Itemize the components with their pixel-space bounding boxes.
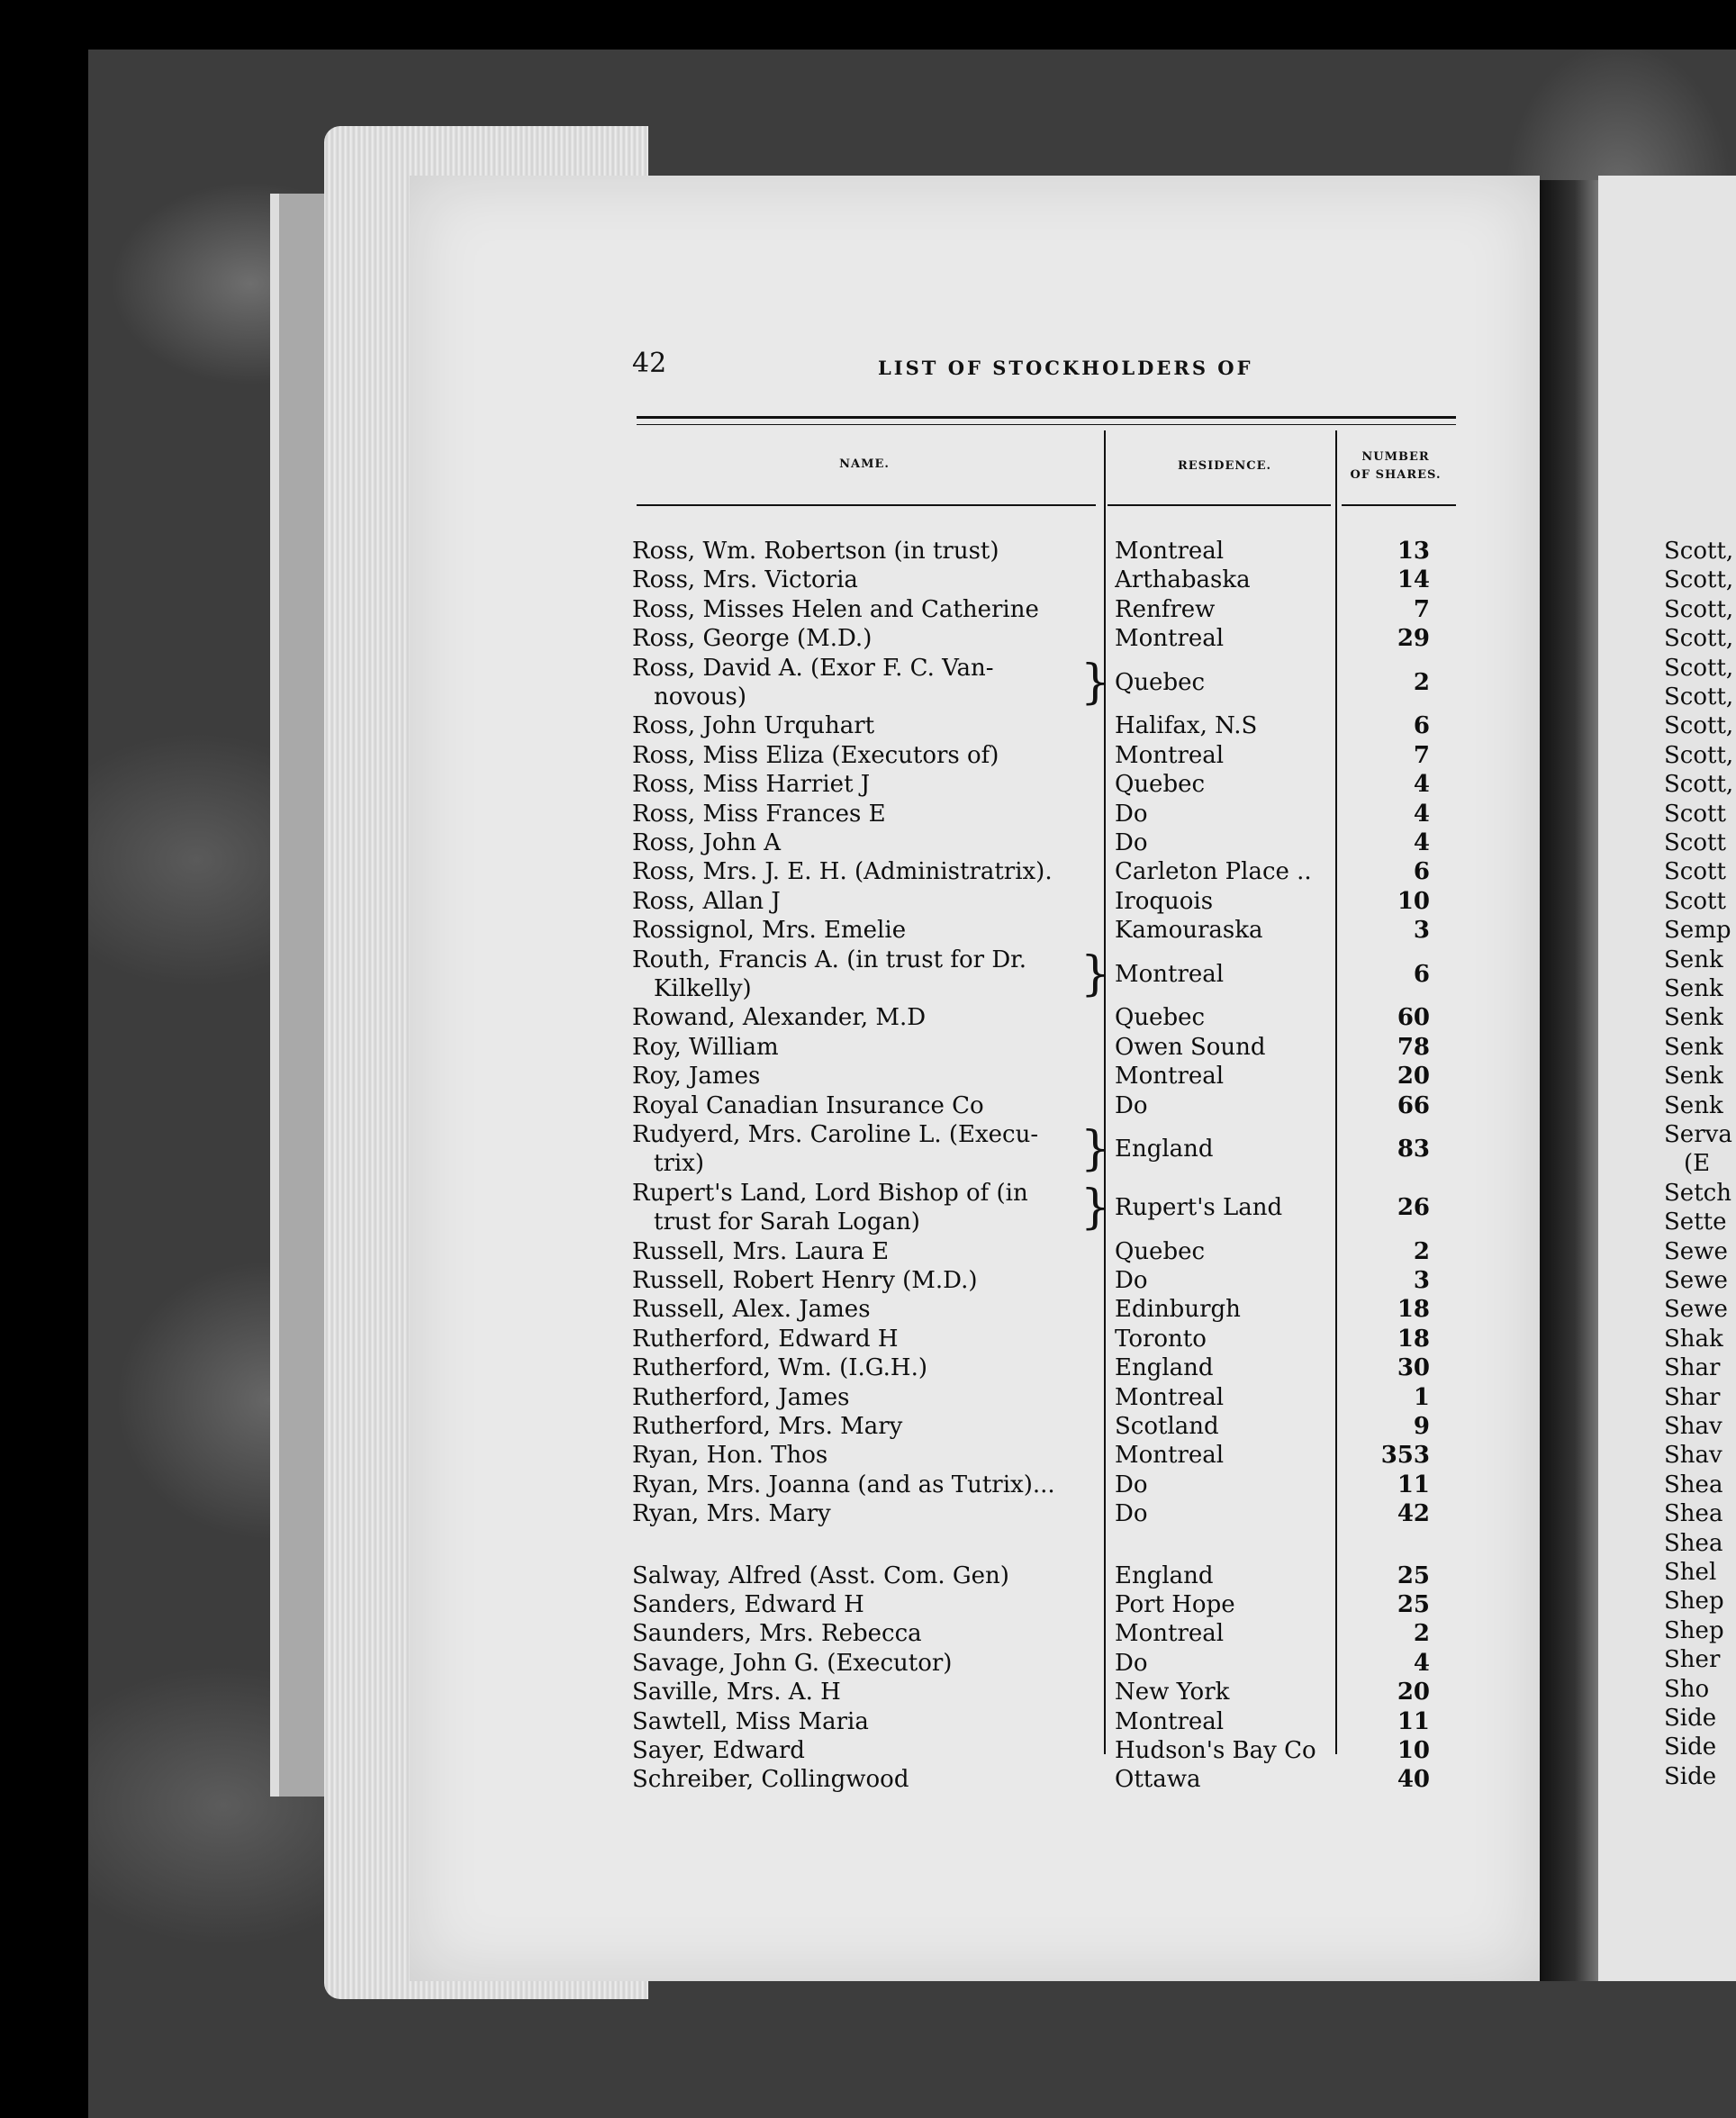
- stockholder-shares: 18: [1397, 1296, 1430, 1324]
- stockholder-shares: 30: [1397, 1354, 1430, 1382]
- facing-page-name: Shea: [1664, 1529, 1723, 1557]
- stockholder-residence: Carleton Place ..: [1115, 858, 1312, 886]
- facing-page-name: Serva: [1664, 1121, 1732, 1148]
- stockholder-residence: England: [1115, 1354, 1214, 1382]
- facing-page-name: (E: [1684, 1150, 1711, 1178]
- column-header-shares-2: OF SHARES.: [1350, 468, 1442, 482]
- facing-page-name: Setch: [1664, 1179, 1731, 1207]
- stockholder-residence: Quebec: [1115, 668, 1206, 696]
- stockholder-residence: Do: [1115, 829, 1148, 856]
- facing-page-name: Shel: [1664, 1559, 1717, 1586]
- stockholder-shares: 353: [1380, 1442, 1430, 1470]
- stockholder-shares: 10: [1397, 887, 1430, 915]
- facing-page-name: Side: [1664, 1733, 1717, 1761]
- facing-page-name: Senk: [1664, 946, 1723, 973]
- header-rule-name: [637, 504, 1096, 506]
- stockholder-name: Routh, Francis A. (in trust for Dr.: [632, 946, 1027, 973]
- stockholder-residence: Do: [1115, 1500, 1148, 1528]
- facing-page-name: Semp: [1664, 917, 1731, 945]
- stockholder-residence: Do: [1115, 1649, 1148, 1677]
- stockholder-name-continued: novous): [654, 683, 746, 711]
- facing-page-name: Scott: [1664, 858, 1726, 886]
- stockholder-residence: Hudson's Bay Co: [1115, 1737, 1316, 1764]
- stockholder-shares: 1: [1413, 1383, 1430, 1411]
- facing-page-name: Senk: [1664, 1063, 1723, 1091]
- stockholder-residence: Montreal: [1115, 625, 1225, 653]
- stockholder-name: Ryan, Mrs. Mary: [632, 1500, 831, 1528]
- stockholder-residence: Montreal: [1115, 1442, 1225, 1470]
- stockholder-shares: 20: [1397, 1679, 1430, 1706]
- stockholder-residence: Edinburgh: [1115, 1296, 1241, 1324]
- stockholder-name: Russell, Robert Henry (M.D.): [632, 1267, 978, 1294]
- stockholder-residence: Port Hope: [1115, 1591, 1235, 1618]
- stockholder-name: Rossignol, Mrs. Emelie: [632, 917, 907, 945]
- stockholder-name: Ross, George (M.D.): [632, 625, 873, 653]
- column-header-shares-1: NUMBER: [1361, 450, 1430, 464]
- stockholder-name: Ross, Miss Harriet J: [632, 771, 871, 799]
- brace-mark: }: [1080, 1122, 1111, 1176]
- facing-page-name: Senk: [1664, 1091, 1723, 1119]
- stockholder-name: Rupert's Land, Lord Bishop of (in: [632, 1179, 1028, 1207]
- facing-page-name: Shep: [1664, 1588, 1724, 1616]
- facing-page-name: Scott,: [1664, 683, 1734, 711]
- stockholder-shares: 11: [1397, 1471, 1430, 1498]
- book-gutter: [1540, 180, 1598, 1981]
- page-title: LIST OF STOCKHOLDERS OF: [878, 357, 1253, 379]
- facing-page-name: Senk: [1664, 975, 1723, 1002]
- stockholder-shares: 13: [1397, 538, 1430, 565]
- stockholder-name: Ross, David A. (Exor F. C. Van-: [632, 654, 994, 682]
- facing-page-name: Shav: [1664, 1442, 1722, 1470]
- facing-page-name: Scott,: [1664, 654, 1734, 682]
- stockholder-shares: 6: [1413, 960, 1430, 988]
- facing-page-name: Shav: [1664, 1413, 1722, 1440]
- stockholder-name-continued: trust for Sarah Logan): [654, 1208, 920, 1236]
- stockholder-shares: 60: [1397, 1004, 1430, 1032]
- header-rule-residence: [1108, 504, 1331, 506]
- stockholder-shares: 14: [1397, 566, 1430, 594]
- stockholder-residence: Kamouraska: [1115, 917, 1263, 945]
- brace-mark: }: [1080, 1180, 1111, 1235]
- stockholder-residence: Iroquois: [1115, 887, 1214, 915]
- stockholder-name: Rutherford, Mrs. Mary: [632, 1413, 903, 1440]
- stockholder-name: Rudyerd, Mrs. Caroline L. (Execu-: [632, 1121, 1039, 1148]
- stockholder-residence: Quebec: [1115, 1237, 1206, 1265]
- stockholder-shares: 4: [1413, 829, 1430, 856]
- facing-page-name: Shea: [1664, 1471, 1723, 1498]
- stockholder-name: Sawtell, Miss Maria: [632, 1707, 869, 1735]
- facing-page-name: Sewe: [1664, 1296, 1728, 1324]
- facing-page-name: Scott,: [1664, 538, 1734, 565]
- stockholder-shares: 11: [1397, 1707, 1430, 1735]
- stockholder-shares: 2: [1413, 668, 1430, 696]
- facing-page-name: Sette: [1664, 1208, 1727, 1236]
- facing-page-name: Sewe: [1664, 1267, 1728, 1294]
- stockholder-name: Ross, John Urquhart: [632, 712, 875, 740]
- stockholder-shares: 6: [1413, 858, 1430, 886]
- stockholder-residence: Montreal: [1115, 538, 1225, 565]
- facing-page-name: Shar: [1664, 1383, 1721, 1411]
- stockholder-name: Ross, Wm. Robertson (in trust): [632, 538, 999, 565]
- stockholder-name: Sayer, Edward: [632, 1737, 805, 1764]
- facing-page-name: Scott: [1664, 800, 1726, 828]
- stockholder-shares: 83: [1397, 1136, 1430, 1163]
- facing-page-name: Scott,: [1664, 771, 1734, 799]
- stockholder-name: Ryan, Hon. Thos: [632, 1442, 828, 1470]
- stockholder-residence: Halifax, N.S: [1115, 712, 1258, 740]
- stockholder-name: Ryan, Mrs. Joanna (and as Tutrix)...: [632, 1471, 1055, 1498]
- stockholder-residence: Arthabaska: [1115, 566, 1251, 594]
- facing-page-name: Senk: [1664, 1033, 1723, 1061]
- stockholder-name: Rutherford, James: [632, 1383, 850, 1411]
- stockholder-shares: 20: [1397, 1063, 1430, 1091]
- facing-page-name: Scott,: [1664, 712, 1734, 740]
- column-divider-2: [1335, 430, 1337, 1754]
- column-divider-1: [1104, 430, 1106, 1754]
- stockholder-shares: 9: [1413, 1413, 1430, 1440]
- facing-page-name: Scott,: [1664, 566, 1734, 594]
- facing-page-name: Side: [1664, 1705, 1717, 1732]
- stockholder-residence: Montreal: [1115, 1063, 1225, 1091]
- stockholder-residence: Toronto: [1115, 1325, 1207, 1353]
- stockholder-residence: Do: [1115, 1091, 1148, 1119]
- stockholder-name: Rowand, Alexander, M.D: [632, 1004, 927, 1032]
- stockholder-residence: Montreal: [1115, 1383, 1225, 1411]
- stockholder-shares: 6: [1413, 712, 1430, 740]
- stockholder-name: Ross, John A: [632, 829, 782, 856]
- stockholder-name: Savage, John G. (Executor): [632, 1649, 953, 1677]
- stockholder-name-continued: trix): [654, 1150, 704, 1177]
- facing-page-name: Scott: [1664, 829, 1726, 856]
- stockholder-name: Rutherford, Edward H: [632, 1325, 899, 1353]
- stockholder-shares: 10: [1397, 1737, 1430, 1764]
- brace-mark: }: [1080, 946, 1111, 1001]
- stockholder-name: Ross, Miss Frances E: [632, 800, 886, 828]
- stockholder-residence: England: [1115, 1136, 1214, 1163]
- facing-page-name: Scott,: [1664, 625, 1734, 653]
- stockholder-name: Sanders, Edward H: [632, 1591, 864, 1618]
- stockholder-name: Ross, Mrs. Victoria: [632, 566, 858, 594]
- stockholder-shares: 40: [1397, 1766, 1430, 1794]
- facing-page-name: Senk: [1664, 1004, 1723, 1032]
- stockholder-residence: Montreal: [1115, 1620, 1225, 1648]
- stockholder-shares: 66: [1397, 1091, 1430, 1119]
- stockholder-shares: 42: [1397, 1500, 1430, 1528]
- column-header-name: NAME.: [839, 457, 890, 471]
- stockholder-residence: Do: [1115, 800, 1148, 828]
- stockholder-shares: 2: [1413, 1620, 1430, 1648]
- stockholder-name: Roy, James: [632, 1063, 761, 1091]
- header-rule-shares: [1342, 504, 1456, 506]
- stockholder-name: Schreiber, Collingwood: [632, 1766, 909, 1794]
- stockholder-shares: 29: [1397, 625, 1430, 653]
- stockholder-shares: 78: [1397, 1033, 1430, 1061]
- stockholder-shares: 25: [1397, 1561, 1430, 1589]
- stockholder-name: Roy, William: [632, 1033, 779, 1061]
- stockholder-shares: 7: [1413, 595, 1430, 623]
- stockholder-shares: 4: [1413, 800, 1430, 828]
- stockholder-residence: Rupert's Land: [1115, 1193, 1283, 1221]
- facing-page-name: Scott: [1664, 887, 1726, 915]
- stockholder-name-continued: Kilkelly): [654, 974, 752, 1002]
- stockholder-name: Ross, Allan J: [632, 887, 781, 915]
- stockholder-residence: Owen Sound: [1115, 1033, 1266, 1061]
- facing-page-name: Side: [1664, 1762, 1717, 1790]
- page-number: 42: [632, 348, 667, 379]
- facing-page-name: Scott,: [1664, 741, 1734, 769]
- top-rule: [637, 416, 1456, 419]
- stockholder-name: Ross, Mrs. J. E. H. (Administratrix).: [632, 858, 1053, 886]
- stockholder-name: Saville, Mrs. A. H: [632, 1679, 841, 1706]
- stockholder-residence: Do: [1115, 1267, 1148, 1294]
- stockholder-shares: 3: [1413, 1267, 1430, 1294]
- stockholder-residence: Montreal: [1115, 960, 1225, 988]
- stockholder-shares: 26: [1397, 1193, 1430, 1221]
- stockholder-residence: Scotland: [1115, 1413, 1219, 1440]
- facing-page-name: Scott,: [1664, 595, 1734, 623]
- facing-page-name: Sewe: [1664, 1237, 1728, 1265]
- stockholder-residence: Montreal: [1115, 741, 1225, 769]
- column-header-residence: RESIDENCE.: [1177, 459, 1272, 473]
- facing-page-name: Shea: [1664, 1500, 1723, 1528]
- stockholder-shares: 7: [1413, 741, 1430, 769]
- stockholder-name: Ross, Misses Helen and Catherine: [632, 595, 1039, 623]
- stockholder-residence: Quebec: [1115, 1004, 1206, 1032]
- stockholder-shares: 3: [1413, 917, 1430, 945]
- stockholder-residence: Do: [1115, 1471, 1148, 1498]
- facing-page-name: Shep: [1664, 1616, 1724, 1644]
- stockholder-name: Salway, Alfred (Asst. Com. Gen): [632, 1561, 1009, 1589]
- facing-page-name: Sho: [1664, 1675, 1710, 1703]
- stockholder-name: Ross, Miss Eliza (Executors of): [632, 741, 999, 769]
- facing-page-name: Sher: [1664, 1646, 1721, 1674]
- brace-mark: }: [1080, 655, 1111, 710]
- stockholder-residence: Montreal: [1115, 1707, 1225, 1735]
- facing-page-name: Shak: [1664, 1325, 1723, 1353]
- stockholder-shares: 2: [1413, 1237, 1430, 1265]
- stockholder-residence: Quebec: [1115, 771, 1206, 799]
- stockholder-name: Saunders, Mrs. Rebecca: [632, 1620, 922, 1648]
- facing-page-name: Shar: [1664, 1354, 1721, 1382]
- stockholder-shares: 18: [1397, 1325, 1430, 1353]
- stockholder-shares: 4: [1413, 1649, 1430, 1677]
- top-rule-thin: [637, 424, 1456, 425]
- stockholder-shares: 25: [1397, 1591, 1430, 1618]
- stockholder-shares: 4: [1413, 771, 1430, 799]
- stockholder-residence: Ottawa: [1115, 1766, 1201, 1794]
- stockholder-residence: England: [1115, 1561, 1214, 1589]
- stockholder-name: Russell, Mrs. Laura E: [632, 1237, 890, 1265]
- stockholder-residence: New York: [1115, 1679, 1230, 1706]
- stockholder-name: Rutherford, Wm. (I.G.H.): [632, 1354, 927, 1382]
- stockholder-name: Royal Canadian Insurance Co: [632, 1091, 984, 1119]
- stockholder-name: Russell, Alex. James: [632, 1296, 871, 1324]
- stockholder-residence: Renfrew: [1115, 595, 1216, 623]
